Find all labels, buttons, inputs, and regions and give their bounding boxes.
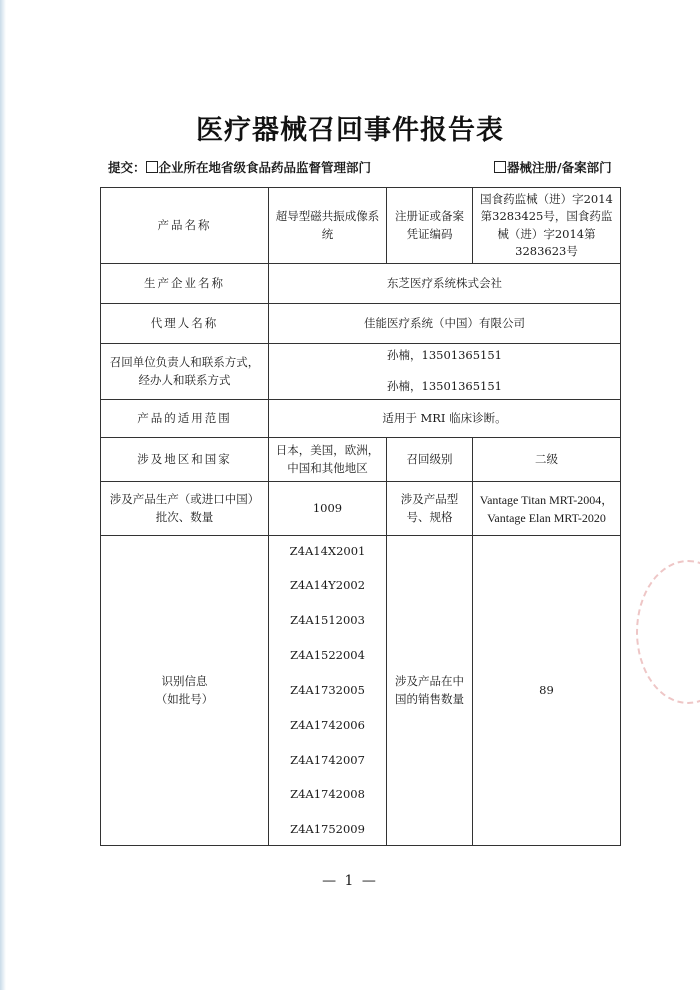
stamp-mark <box>636 560 700 704</box>
model-label: 涉及产品型号、规格 <box>387 482 473 536</box>
page-number: — 1 — <box>322 873 378 889</box>
list-item: Z4A1522004 <box>290 648 365 663</box>
list-item: Z4A14Y2002 <box>289 578 366 593</box>
table-row <box>101 536 621 846</box>
submit-label: 提交： <box>108 160 146 175</box>
contact-handler: 孙楠，13501365151 <box>387 379 502 393</box>
table-row <box>101 482 621 536</box>
table-row <box>101 264 621 304</box>
contact-label: 召回单位负责人和联系方式，经办人和联系方式 <box>101 344 269 400</box>
registration-value: 国食药监械（进）字2014第3283425号，国食药监械（进）字2014第3283623号 <box>473 188 621 264</box>
sales-label: 涉及产品在中国的销售数量 <box>387 536 473 846</box>
identification-label-line2: （如批号） <box>155 691 214 706</box>
manufacturer-label: 生产企业名称 <box>101 264 269 304</box>
region-label: 涉及地区和国家 <box>101 438 269 482</box>
table-row <box>101 438 621 482</box>
table-row <box>101 400 621 438</box>
page-edge-shadow <box>0 0 6 990</box>
model-value: Vantage Titan MRT-2004，Vantage Elan MRT-2020 <box>473 482 621 536</box>
recall-level-value: 二级 <box>473 438 621 482</box>
batch-value: 1009 <box>269 482 387 536</box>
contact-person-in-charge: 孙楠，13501365151 <box>387 348 502 362</box>
list-item: Z4A1732005 <box>290 682 365 697</box>
sales-value: 89 <box>473 536 621 846</box>
scope-value: 适用于 MRI 临床诊断。 <box>269 400 621 438</box>
list-item: Z4A1742007 <box>290 752 365 767</box>
batch-label: 涉及产品生产（或进口中国）批次、数量 <box>101 482 269 536</box>
submit-option-provincial: 企业所在地省级食品药品监督管理部门 <box>158 160 372 175</box>
submit-line <box>108 158 371 176</box>
recall-report-table <box>100 187 621 846</box>
contact-cell <box>269 344 621 400</box>
batch-number-list <box>273 543 382 839</box>
list-item: Z4A14X2001 <box>289 543 366 558</box>
table-row <box>101 344 621 400</box>
agent-label: 代理人名称 <box>101 304 269 344</box>
agent-value: 佳能医疗系统（中国）有限公司 <box>269 304 621 344</box>
product-name-value: 超导型磁共振成像系统 <box>269 188 387 264</box>
product-name-label: 产品名称 <box>101 188 269 264</box>
region-value: 日本，美国，欧洲，中国和其他地区 <box>269 438 387 482</box>
checkbox-provincial[interactable] <box>146 161 158 173</box>
scope-label: 产品的适用范围 <box>101 400 269 438</box>
checkbox-registration[interactable] <box>494 161 506 173</box>
list-item: Z4A1752009 <box>290 822 365 837</box>
table-row <box>101 188 621 264</box>
recall-level-label: 召回级别 <box>387 438 473 482</box>
submit-option-registration: 器械注册/备案部门 <box>507 160 612 175</box>
table-row <box>101 304 621 344</box>
identification-values <box>269 536 387 846</box>
manufacturer-value: 东芝医疗系统株式会社 <box>269 264 621 304</box>
registration-label: 注册证或备案凭证编码 <box>387 188 473 264</box>
identification-label-line1: 识别信息 <box>161 674 208 689</box>
identification-label <box>101 536 269 846</box>
submit-line-right <box>494 158 612 176</box>
list-item: Z4A1742008 <box>290 787 365 802</box>
list-item: Z4A1512003 <box>290 613 365 628</box>
report-title: 医疗器械召回事件报告表 <box>196 115 504 146</box>
list-item: Z4A1742006 <box>290 717 365 732</box>
